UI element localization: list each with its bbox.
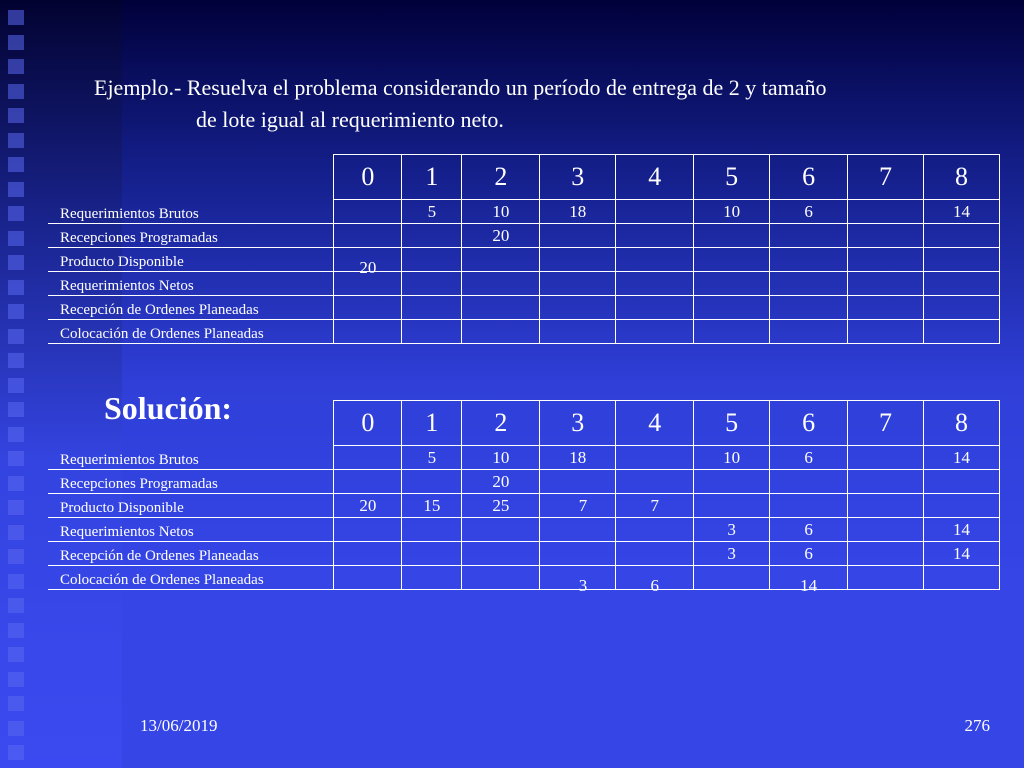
title-line-1: Ejemplo.- Resuelva el problema considerando un período de entrega de 2 y tamaño: [94, 75, 827, 100]
row-label: Recepciones Programadas: [48, 470, 334, 494]
cell-value: 20: [492, 472, 510, 491]
table-cell: [694, 224, 770, 248]
table-cell: [402, 248, 462, 272]
table-cell: [462, 518, 540, 542]
decorative-square: [8, 598, 24, 613]
cell-value: 20: [492, 226, 510, 245]
table-cell: [923, 494, 999, 518]
decorative-square: [8, 672, 24, 687]
table-cell: [334, 296, 402, 320]
table-cell: [616, 320, 694, 344]
decorative-square: [8, 35, 24, 50]
decorative-square: [8, 108, 24, 123]
cell-value: 14: [952, 520, 970, 539]
table-cell: [848, 494, 924, 518]
decorative-square: [8, 59, 24, 74]
decorative-square: [8, 525, 24, 540]
cell-value: 14: [800, 576, 818, 595]
table-cell: [923, 248, 999, 272]
cell-value: 6: [650, 576, 659, 595]
decorative-square: [8, 500, 24, 515]
decorative-square: [8, 451, 24, 466]
period-header: 5: [694, 401, 770, 446]
table-cell: [770, 470, 848, 494]
table-row: [48, 542, 1000, 566]
cell-value: 3: [727, 544, 736, 563]
table-cell: [923, 542, 999, 566]
footer-date: 13/06/2019: [140, 716, 218, 735]
table-cell: [334, 566, 402, 590]
decorative-square: [8, 402, 24, 417]
table-cell: [770, 272, 848, 296]
table-cell: [923, 224, 999, 248]
table-cell: [848, 518, 924, 542]
period-header: 2: [462, 401, 540, 446]
decorative-square: [8, 574, 24, 589]
decorative-square: [8, 378, 24, 393]
table-cell: [848, 296, 924, 320]
period-header: 4: [616, 401, 694, 446]
decorative-square: [8, 133, 24, 148]
table-cell: [462, 296, 540, 320]
slide-title: [94, 72, 974, 136]
table-row: [48, 296, 1000, 320]
table-cell: [923, 296, 999, 320]
table-cell: [540, 224, 616, 248]
table-cell: [540, 446, 616, 470]
table-cell: [402, 494, 462, 518]
table-cell: [334, 494, 402, 518]
table-cell: [402, 200, 462, 224]
table-cell: [540, 296, 616, 320]
cell-value: 7: [650, 496, 659, 515]
table-cell: [402, 470, 462, 494]
table-cell: [694, 446, 770, 470]
decorative-square: [8, 623, 24, 638]
table-cell: [402, 296, 462, 320]
table-cell: [770, 320, 848, 344]
table-cell: [540, 542, 616, 566]
cell-value: 5: [427, 448, 437, 467]
decorative-square: [8, 255, 24, 270]
table-cell: [402, 542, 462, 566]
row-label: Colocación de Ordenes Planeadas: [48, 566, 334, 590]
table-cell: [402, 446, 462, 470]
table-cell: [616, 470, 694, 494]
table-cell: [694, 566, 770, 590]
table-cell: [334, 542, 402, 566]
table-cell: [848, 248, 924, 272]
table-cell: [923, 470, 999, 494]
header-blank: [48, 155, 334, 200]
table-cell: [694, 248, 770, 272]
table-cell: [540, 200, 616, 224]
cell-value: 18: [569, 202, 587, 221]
period-header: 7: [848, 155, 924, 200]
table-cell: [616, 518, 694, 542]
table-cell: [616, 446, 694, 470]
table-cell: [616, 272, 694, 296]
period-header: 8: [923, 401, 999, 446]
row-label: Recepciones Programadas: [48, 224, 334, 248]
row-label: Recepción de Ordenes Planeadas: [48, 296, 334, 320]
table-cell: [848, 200, 924, 224]
table-cell: [694, 272, 770, 296]
problem-table: [48, 154, 1000, 344]
table-cell: [462, 320, 540, 344]
table-cell: [848, 542, 924, 566]
decorative-square: [8, 304, 24, 319]
table-cell: [694, 320, 770, 344]
table-cell: [402, 518, 462, 542]
decorative-square: [8, 231, 24, 246]
cell-value: 6: [804, 520, 813, 539]
table-cell: [334, 200, 402, 224]
table-cell: [848, 470, 924, 494]
row-label: Producto Disponible: [48, 494, 334, 518]
row-label: Producto Disponible: [48, 248, 334, 272]
table-cell: [770, 518, 848, 542]
table-cell: [923, 320, 999, 344]
period-header: 5: [694, 155, 770, 200]
decorative-square: [8, 549, 24, 564]
table-row: [48, 566, 1000, 590]
row-label: Requerimientos Brutos: [48, 446, 334, 470]
cell-value: 10: [723, 202, 741, 221]
cell-value: 7: [578, 496, 588, 515]
table-cell: [923, 272, 999, 296]
decorative-square: [8, 280, 24, 295]
table-cell: [462, 272, 540, 296]
table-cell: [402, 566, 462, 590]
table-cell: [848, 272, 924, 296]
table-cell: [334, 518, 402, 542]
table-cell: [848, 446, 924, 470]
period-header: 8: [923, 155, 999, 200]
cell-value: 5: [427, 202, 437, 221]
page-number: 276: [964, 716, 990, 735]
table-row: [48, 272, 1000, 296]
table-row: [48, 224, 1000, 248]
table-cell: [770, 248, 848, 272]
decorative-square: [8, 745, 24, 760]
table-row: [48, 320, 1000, 344]
title-line-2: de lote igual al requerimiento neto.: [196, 107, 504, 132]
cell-value: 6: [804, 544, 813, 563]
table-cell: [848, 566, 924, 590]
table-cell: [616, 200, 694, 224]
decorative-square: [8, 427, 24, 442]
decorative-square: [8, 10, 24, 25]
table-cell: [402, 272, 462, 296]
period-header: 1: [402, 401, 462, 446]
solution-table: [48, 400, 1000, 595]
row-label: Requerimientos Netos: [48, 518, 334, 542]
period-header: 6: [770, 155, 848, 200]
period-header: 3: [540, 401, 616, 446]
row-label: Colocación de Ordenes Planeadas: [48, 320, 334, 344]
table-cell: [770, 446, 848, 470]
period-header: 4: [616, 155, 694, 200]
table-cell: [694, 200, 770, 224]
table-cell: [462, 446, 540, 470]
table-cell: [616, 248, 694, 272]
solution-heading: Solución:: [104, 390, 233, 426]
table-cell: [923, 200, 999, 224]
table-row: [48, 200, 1000, 224]
table-cell: [923, 446, 999, 470]
table-cell: [694, 518, 770, 542]
table-cell: [462, 200, 540, 224]
table-row: [48, 248, 1000, 272]
table-cell: [540, 494, 616, 518]
cell-value: 25: [492, 496, 510, 515]
table-cell: [848, 224, 924, 248]
table-cell: [402, 224, 462, 248]
table-cell: [770, 200, 848, 224]
cell-value: 18: [569, 448, 587, 467]
cell-value: 10: [723, 448, 741, 467]
table-row: [48, 494, 1000, 518]
decorative-square: [8, 84, 24, 99]
table-cell: [540, 320, 616, 344]
table-cell: [616, 542, 694, 566]
row-label: Requerimientos Brutos: [48, 200, 334, 224]
cell-value: 6: [804, 448, 813, 467]
table-cell: [462, 248, 540, 272]
cell-value: 20: [359, 258, 377, 277]
table-cell: [616, 224, 694, 248]
header-blank: [48, 401, 334, 446]
table-cell: [616, 494, 694, 518]
table-cell: [770, 224, 848, 248]
table-cell: [616, 566, 694, 595]
table-cell: [770, 296, 848, 320]
decorative-square: [8, 476, 24, 491]
table-cell: [770, 494, 848, 518]
left-square-strip: [8, 0, 28, 768]
cell-value: 15: [423, 496, 441, 515]
row-label: Recepción de Ordenes Planeadas: [48, 542, 334, 566]
table-cell: [334, 248, 402, 277]
table-cell: [694, 296, 770, 320]
cell-value: 14: [952, 448, 970, 467]
decorative-square: [8, 329, 24, 344]
cell-value: 10: [492, 202, 510, 221]
period-header: 6: [770, 401, 848, 446]
table-row: [48, 518, 1000, 542]
table-cell: [694, 542, 770, 566]
table-cell: [334, 446, 402, 470]
table-row: [48, 470, 1000, 494]
table-cell: [540, 470, 616, 494]
decorative-square: [8, 696, 24, 711]
table-cell: [334, 224, 402, 248]
table-cell: [848, 320, 924, 344]
row-label: Requerimientos Netos: [48, 272, 334, 296]
table-row: [48, 446, 1000, 470]
table-cell: [334, 272, 402, 296]
table-cell: [334, 470, 402, 494]
cell-value: 3: [727, 520, 736, 539]
decorative-square: [8, 647, 24, 662]
table-cell: [770, 566, 848, 595]
period-header: 0: [334, 155, 402, 200]
table-cell: [462, 470, 540, 494]
period-header: 0: [334, 401, 402, 446]
period-header: 1: [402, 155, 462, 200]
table-cell: [923, 518, 999, 542]
table-cell: [540, 566, 616, 595]
table-cell: [462, 566, 540, 590]
cell-value: 14: [952, 202, 970, 221]
table-cell: [694, 470, 770, 494]
table-cell: [334, 320, 402, 344]
decorative-square: [8, 182, 24, 197]
cell-value: 14: [952, 544, 970, 563]
table-cell: [616, 296, 694, 320]
decorative-square: [8, 157, 24, 172]
table-cell: [694, 494, 770, 518]
cell-value: 20: [359, 496, 377, 515]
cell-value: 3: [578, 576, 588, 595]
table-cell: [462, 224, 540, 248]
table-cell: [462, 542, 540, 566]
decorative-square: [8, 206, 24, 221]
table-cell: [540, 518, 616, 542]
period-header: 2: [462, 155, 540, 200]
period-header: 3: [540, 155, 616, 200]
cell-value: 6: [804, 202, 813, 221]
decorative-square: [8, 721, 24, 736]
table-cell: [540, 272, 616, 296]
period-header: 7: [848, 401, 924, 446]
table-cell: [770, 542, 848, 566]
table-cell: [462, 494, 540, 518]
table-cell: [402, 320, 462, 344]
decorative-square: [8, 353, 24, 368]
table-cell: [540, 248, 616, 272]
cell-value: 10: [492, 448, 510, 467]
table-cell: [923, 566, 999, 590]
